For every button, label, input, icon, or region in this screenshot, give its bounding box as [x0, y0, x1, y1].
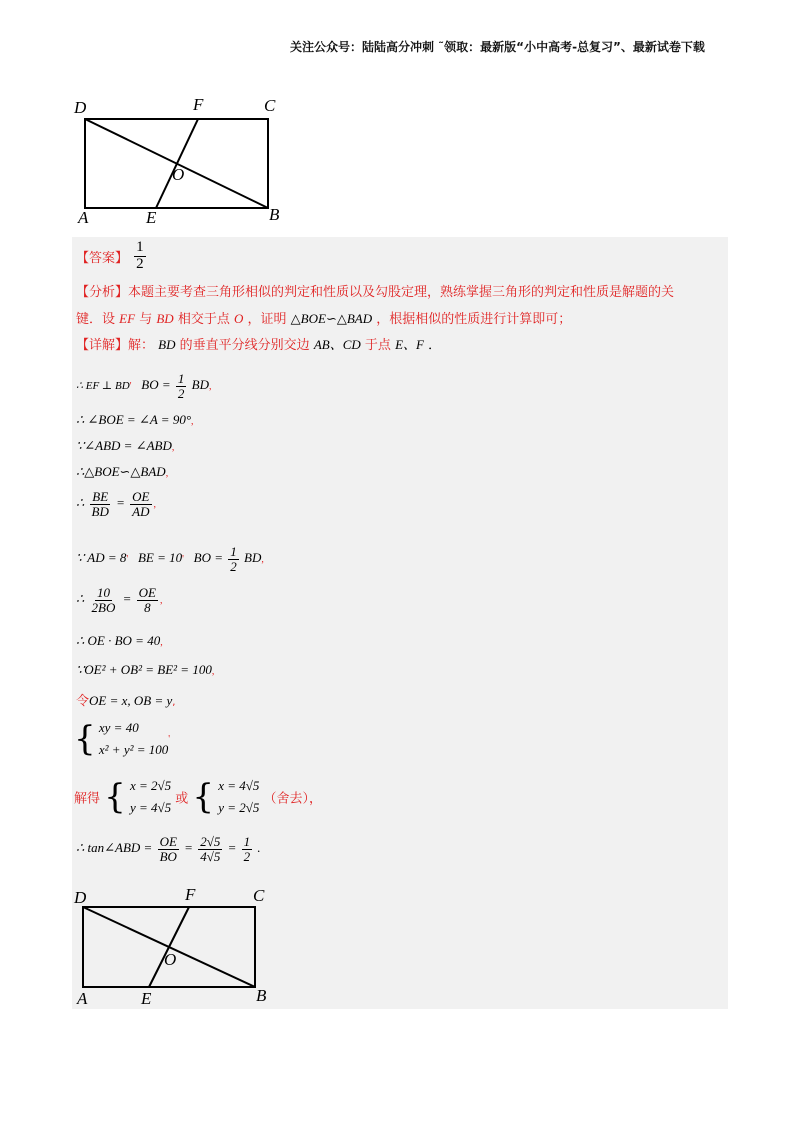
label-o: O: [172, 165, 185, 184]
brace-icon: {: [74, 719, 96, 759]
label-e: E: [146, 208, 157, 227]
analysis-line-2: 键．设 EF 与 BD 相交于点 O ，证明 △BOE∽△BAD ，根据相似的性质进行计算即可；: [76, 311, 572, 327]
answer-row: [76, 240, 148, 273]
segment-ef: [149, 907, 189, 987]
step-5: ∴ $\frac{BE}{BD}$ = $\frac{OE}{AD}$ ,: [76, 489, 156, 519]
rectangle-figure-bottom: [72, 880, 292, 1010]
label-e: E: [141, 989, 152, 1008]
label-b: B: [256, 986, 267, 1005]
answer-fraction: $\frac{1}{2}$: [136, 239, 144, 272]
step-6: ∵ AD = 8' BE = 10' BO = $\frac{1}{2}$ BD,: [76, 544, 264, 574]
page-header: 关注公众号：陆陆高分冲刺 ˜领取：最新版“小中高考-总复习”、最新试卷下载: [290, 40, 705, 54]
label-o: O: [164, 950, 177, 969]
label-c: C: [253, 886, 265, 905]
step-11-system: { xy = 40 x² + y² = 100 ': [74, 719, 171, 759]
step-13: ∴ tan∠ABD = $\frac{OE}{BO}$ = $\frac{2√5}{4√5}$ = $\frac{1}{2}$ .: [76, 834, 261, 864]
step-12-solutions: 解得 { x = 2√5 y = 4√5 或 { x = 4√5 y = 2√5 （舍去），: [74, 777, 323, 817]
rectangle-figure-top: [72, 92, 292, 232]
label-d: D: [74, 888, 87, 907]
answer-tag: 【答案】: [76, 250, 129, 266]
step-10: 令OE = x, OB = y,: [76, 693, 176, 709]
step-3: ∵∠ABD = ∠ABD,: [76, 438, 175, 453]
step-2: ∴ ∠BOE = ∠A = 90°,: [76, 412, 194, 427]
label-c: C: [264, 96, 276, 115]
step-4: ∴△BOE∽△BAD,: [76, 464, 169, 479]
analysis-line-1: 【分析】本题主要考查三角形相似的判定和性质以及勾股定理，熟练掌握三角形的判定和性质是解题的关: [76, 285, 675, 300]
label-d: D: [74, 98, 87, 117]
label-a: A: [77, 989, 88, 1008]
step-8: ∴ OE · BO = 40,: [76, 633, 163, 648]
label-b: B: [269, 205, 280, 224]
segment-ef: [156, 119, 198, 208]
step-1: ∴ EF ⊥ BD' BO = $\frac{1}{2}$ BD,: [76, 371, 212, 401]
detail-header: 【详解】解： BD 的垂直平分线分别交边 AB、CD 于点 E、F ．: [76, 337, 442, 353]
brace-icon: {: [104, 777, 126, 817]
label-f: F: [185, 885, 196, 904]
label-a: A: [78, 208, 89, 227]
step-7: ∴ $\frac{10}{2BO}$ = $\frac{OE}{8}$ ,: [76, 585, 163, 615]
step-9: ∵OE² + OB² = BE² = 100,: [76, 662, 215, 677]
analysis-block: [76, 280, 726, 333]
label-f: F: [193, 95, 204, 114]
brace-icon: {: [192, 777, 215, 817]
